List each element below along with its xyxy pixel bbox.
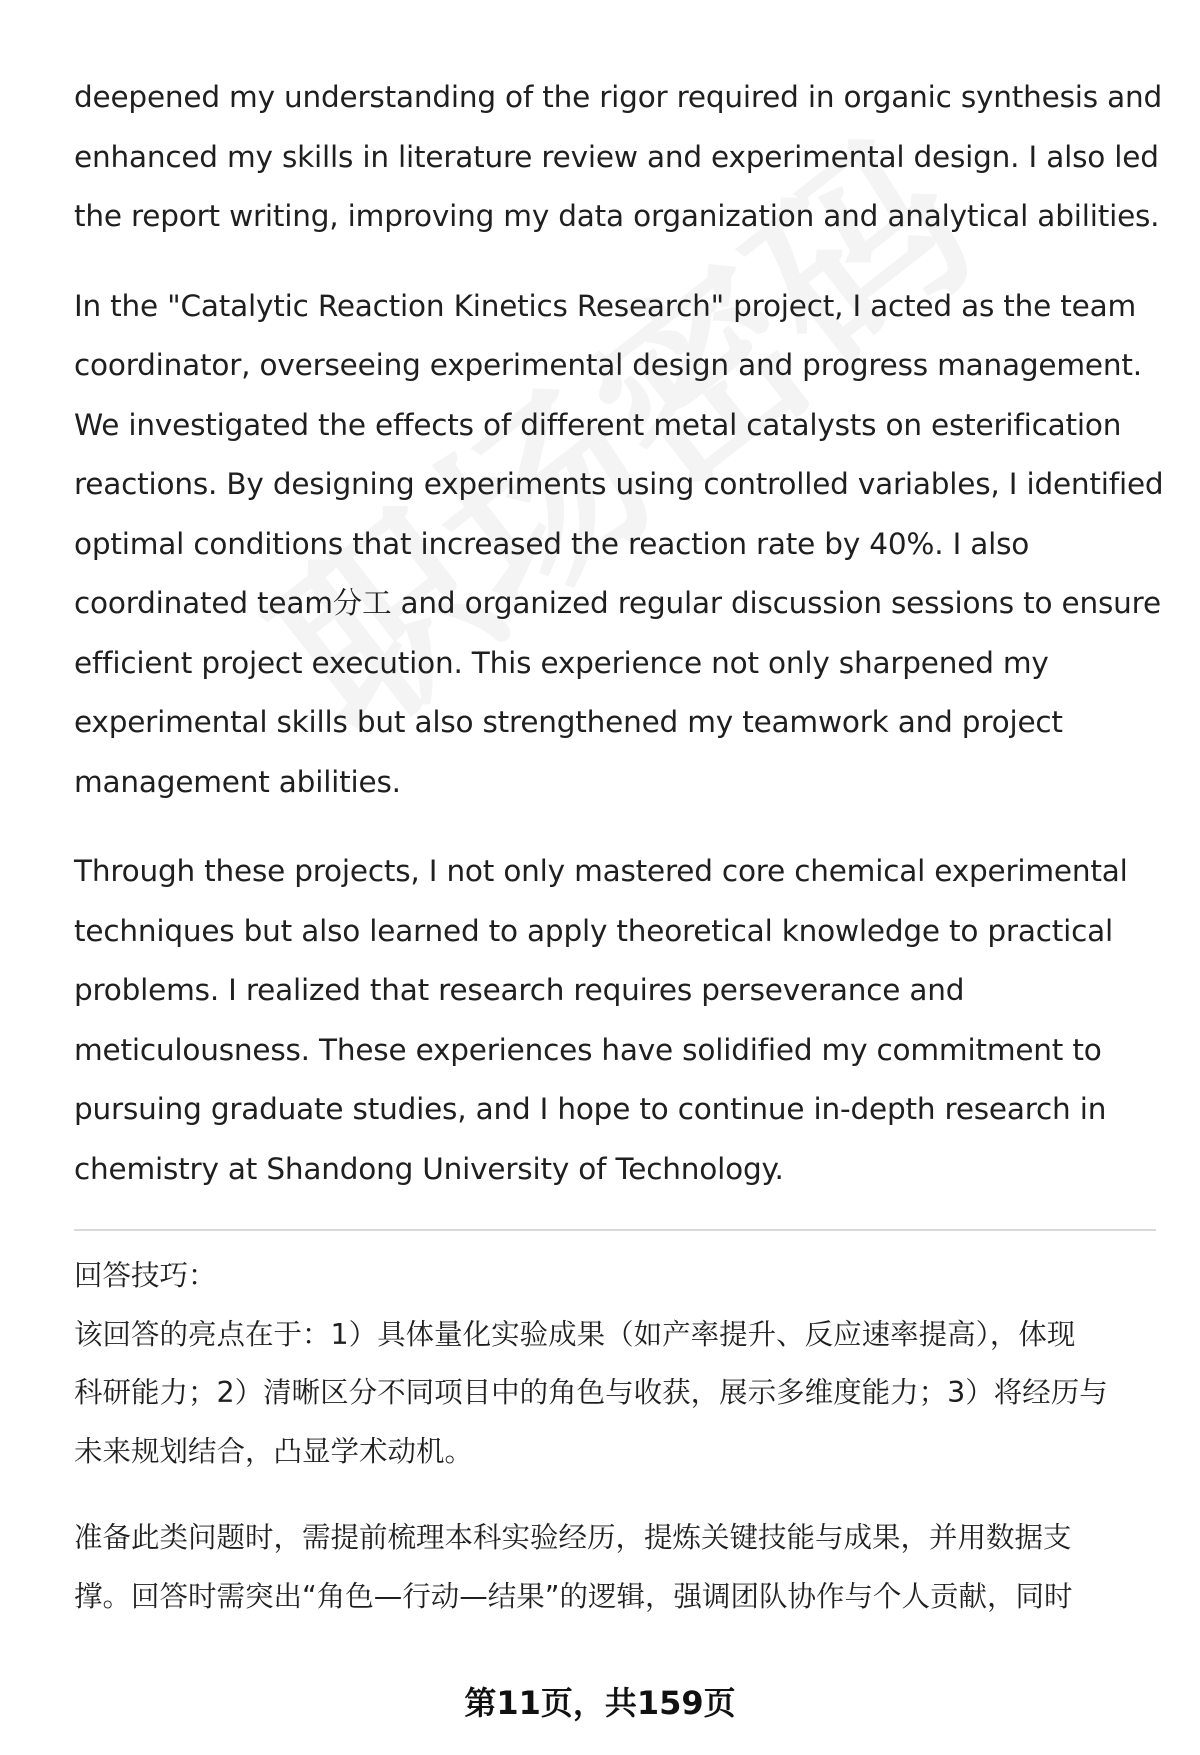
paragraph-line: enhanced my skills in literature review and experimental design. I also led bbox=[74, 139, 1159, 174]
paragraph-line: techniques but also learned to apply theoretical knowledge to practical bbox=[74, 913, 1114, 948]
tips-highlights bbox=[74, 1306, 1154, 1482]
paragraph-2 bbox=[74, 277, 1164, 813]
paragraph-line: optimal conditions that increased the reaction rate by 40%. I also bbox=[74, 526, 1030, 561]
tips-line: 该回答的亮点在于：1）具体量化实验成果（如产率提升、反应速率提高），体现 bbox=[74, 1317, 1076, 1351]
paragraph-1 bbox=[74, 68, 1163, 247]
paragraph-line: problems. I realized that research requires perseverance and bbox=[74, 973, 965, 1007]
paragraph-line: reactions. By designing experiments using controlled variables, I identified bbox=[74, 467, 1164, 501]
tips-line: 科研能力；2）清晰区分不同项目中的角色与收获，展示多维度能力；3）将经历与 bbox=[74, 1376, 1108, 1409]
page-number: 第11页，共159页 bbox=[464, 1684, 736, 1722]
page-footer bbox=[0, 1678, 1200, 1724]
tips-line: 撑。回答时需突出“角色—行动—结果”的逻辑，强调团队协作与个人贡献，同时 bbox=[74, 1579, 1073, 1613]
tips-heading: 回答技巧： bbox=[74, 1259, 217, 1292]
paragraph-3 bbox=[74, 842, 1154, 1199]
tips-line: 未来规划结合，凸显学术动机。 bbox=[74, 1434, 474, 1468]
paragraph-line: In the "Catalytic Reaction Kinetics Research" project, I acted as the team bbox=[74, 288, 1137, 323]
paragraph-line: coordinator, overseeing experimental design and progress management. bbox=[74, 348, 1142, 382]
paragraph-line: We investigated the effects of different metal catalysts on esterification bbox=[74, 407, 1122, 442]
paragraph-line: the report writing, improving my data organization and analytical abilities. bbox=[74, 199, 1160, 233]
paragraph-line: chemistry at Shandong University of Technology. bbox=[74, 1151, 784, 1186]
paragraph-line: coordinated team分工 and organized regular discussion sessions to ensure bbox=[74, 586, 1161, 620]
tips-preparation bbox=[74, 1509, 1154, 1626]
paragraph-line: deepened my understanding of the rigor required in organic synthesis and bbox=[74, 80, 1163, 114]
paragraph-line: Through these projects, I not only mastered core chemical experimental bbox=[74, 854, 1128, 888]
paragraph-line: efficient project execution. This experience not only sharpened my bbox=[74, 645, 1049, 680]
paragraph-line: experimental skills but also strengthened my teamwork and project bbox=[74, 705, 1063, 739]
paragraph-line: meticulousness. These experiences have solidified my commitment to bbox=[74, 1032, 1102, 1067]
answer-tips-section bbox=[74, 1247, 1154, 1626]
section-divider bbox=[74, 1229, 1156, 1231]
document-page bbox=[74, 68, 1164, 1626]
tips-line: 准备此类问题时，需提前梳理本科实验经历，提炼关键技能与成果，并用数据支 bbox=[74, 1521, 1072, 1554]
paragraph-line: management abilities. bbox=[74, 764, 401, 799]
paragraph-line: pursuing graduate studies, and I hope to continue in-depth research in bbox=[74, 1092, 1107, 1126]
